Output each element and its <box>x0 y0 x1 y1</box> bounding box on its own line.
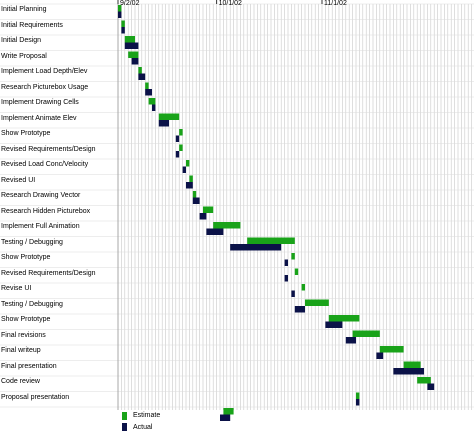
task-label: Initial Planning <box>1 6 47 13</box>
estimate-bar <box>302 284 305 291</box>
estimate-bar <box>417 377 431 384</box>
task-label: Initial Design <box>1 37 42 44</box>
actual-bar <box>230 244 281 251</box>
estimate-bar <box>305 300 329 307</box>
task-label: Show Prototype <box>1 254 51 261</box>
estimate-bar <box>145 83 148 90</box>
task-label: Revised Load Conc/Velocity <box>1 161 89 168</box>
estimate-bar <box>329 315 360 322</box>
estimate-bar <box>193 191 196 198</box>
actual-bar <box>206 229 223 236</box>
task-label: Research Hidden Picturebox <box>1 207 91 215</box>
actual-bar <box>285 260 288 267</box>
task-label: Proposal presentation <box>1 393 70 401</box>
task-label: Write Proposal <box>1 52 47 60</box>
date-marker-label: 11/1/02 <box>324 0 347 7</box>
actual-bar <box>346 337 356 344</box>
task-label: Code review <box>1 378 40 385</box>
task-label: Revised Requirements/Design <box>1 269 96 277</box>
estimate-bar <box>138 67 141 74</box>
actual-bar <box>121 27 124 34</box>
legend-actual-label: Actual <box>133 424 153 431</box>
estimate-bar <box>159 114 179 121</box>
task-label: Implement Animate Elev <box>1 114 77 122</box>
actual-bar <box>193 198 200 205</box>
task-label: Final revisions <box>1 331 46 339</box>
task-label: Implement Drawing Cells <box>1 99 79 106</box>
actual-bar <box>183 167 186 174</box>
actual-bar <box>427 384 434 391</box>
actual-bar <box>295 306 305 313</box>
task-label: Final writeup <box>1 347 41 354</box>
actual-bar <box>285 275 288 282</box>
task-label: Revise UI <box>1 285 32 292</box>
estimate-bar <box>404 362 421 369</box>
actual-bar <box>118 12 121 19</box>
estimate-bar <box>213 222 240 229</box>
task-label: Revised UI <box>1 176 36 184</box>
actual-bar <box>325 322 342 329</box>
estimate-bar <box>353 331 380 338</box>
task-label: Initial Requirements <box>1 21 63 29</box>
legend <box>122 412 127 431</box>
task-label: Implement Full Animation <box>1 223 80 230</box>
task-label: Show Prototype <box>1 316 51 323</box>
legend-estimate-swatch <box>122 412 127 420</box>
estimate-bar <box>125 36 135 43</box>
legend-actual-swatch <box>122 423 127 431</box>
estimate-bar <box>121 21 124 28</box>
estimate-bar <box>291 253 294 260</box>
estimate-bar <box>186 160 189 167</box>
date-marker-label: 9/2/02 <box>120 0 140 7</box>
estimate-bar <box>247 238 295 245</box>
task-label: Final presentation <box>1 362 57 370</box>
actual-bar <box>125 43 139 50</box>
task-label: Research Picturebox Usage <box>1 83 89 91</box>
task-label: Research Drawing Vector <box>1 192 81 199</box>
actual-bar <box>376 353 383 360</box>
actual-bar <box>152 105 155 112</box>
task-label: Implement Load Depth/Elev <box>1 68 88 75</box>
actual-bar <box>138 74 145 81</box>
estimate-bar <box>189 176 192 183</box>
task-label: Testing / Debugging <box>1 300 63 308</box>
actual-bar <box>186 182 193 189</box>
estimate-bar <box>223 408 233 415</box>
actual-bar <box>132 58 139 65</box>
estimate-bar <box>179 145 182 152</box>
task-label: Show Prototype <box>1 130 51 137</box>
actual-bar <box>220 415 230 422</box>
actual-bar <box>159 120 169 127</box>
actual-bar <box>356 399 359 406</box>
estimate-bar <box>149 98 156 105</box>
actual-bar <box>393 368 424 375</box>
estimate-bar <box>203 207 213 214</box>
task-label: Revised Requirements/Design <box>1 145 96 153</box>
estimate-bar <box>128 52 138 59</box>
actual-bar <box>176 151 179 158</box>
date-marker-label: 10/1/02 <box>218 0 242 7</box>
estimate-bar <box>295 269 298 276</box>
actual-bar <box>200 213 207 220</box>
actual-bar <box>176 136 179 143</box>
estimate-bar <box>179 129 182 136</box>
actual-bar <box>291 291 294 298</box>
estimate-bar <box>356 393 359 400</box>
task-label: Testing / Debugging <box>1 238 63 246</box>
actual-bar <box>145 89 152 96</box>
estimate-bar <box>380 346 404 353</box>
legend-estimate-label: Estimate <box>133 412 161 419</box>
